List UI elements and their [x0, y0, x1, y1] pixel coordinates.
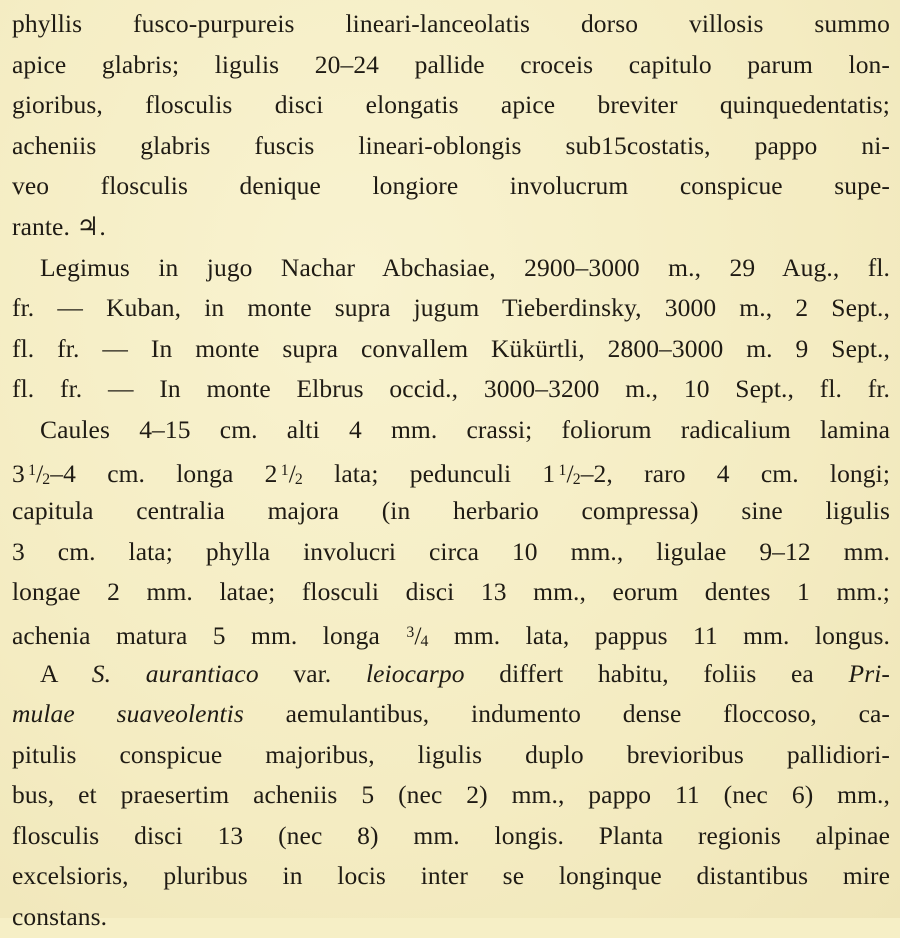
text-line: gioribus, flosculis disci elongatis apice breviter quinquedentatis; [12, 90, 890, 120]
text-line: fl. fr. — In monte Elbrus occid., 3000–3200 m., 10 Sept., fl. fr. [12, 374, 890, 404]
text-line: capitula centralia majora (in herbario compressa) sine ligulis [12, 496, 890, 526]
text-segment: achenia matura 5 mm. longa [12, 621, 406, 651]
text-line: acheniis glabris fuscis lineari-oblongis sub15costatis, pappo ni- [12, 130, 890, 160]
text-segment: aemulantibus, indumento dense floccoso, ca- [243, 699, 890, 729]
text-line: bus, et praesertim acheniis 5 (nec 2) mm., pappo 11 (nec 6) mm., [12, 780, 890, 810]
fraction-slash: / [36, 458, 44, 488]
text-line-with-italics [12, 694, 890, 735]
fraction-numerator: 1 [558, 461, 567, 479]
text-segment: lata; pedunculi 1 [302, 458, 556, 488]
fraction-numerator: 3 [406, 623, 415, 641]
localities-paragraph [12, 248, 890, 410]
text-line: constans. [12, 902, 108, 932]
measurements-paragraph [12, 410, 890, 654]
text-line: pitulis conspicue majoribus, ligulis duplo brevioribus pallidiori- [12, 739, 890, 769]
italic-genus-name: Pri- [848, 658, 890, 688]
text-line: veo flosculis denique longiore involucrum conspicue supe- [12, 171, 890, 201]
fraction-denominator: 2 [572, 471, 581, 488]
text-line: excelsioris, pluribus in locis inter se longinque distantibus mire [12, 861, 890, 891]
fraction-numerator: 1 [280, 461, 289, 479]
fraction-slash: / [288, 458, 296, 488]
italic-taxon-name: S. aurantiaco [91, 658, 259, 688]
text-line-with-fractions [12, 451, 890, 492]
text-line: fr. — Kuban, in monte supra jugum Tieberdinsky, 3000 m., 2 Sept., [12, 293, 890, 323]
description-paragraph [12, 4, 890, 248]
fraction-denominator: 2 [294, 471, 303, 488]
text-line-with-fraction [12, 613, 890, 654]
text-line: Caules 4–15 cm. alti 4 mm. crassi; foliorum radicalium lamina [40, 414, 890, 444]
italic-variety-name: leiocarpo [365, 658, 465, 688]
text-line: phyllis fusco-purpureis lineari-lanceolatis dorso villosis summo [12, 9, 890, 38]
text-line: flosculis disci 13 (nec 8) mm. longis. Planta regionis alpinae [12, 820, 890, 850]
fraction-slash: / [566, 458, 574, 488]
comparison-paragraph [12, 654, 890, 938]
italic-species-name: mulae suaveolentis [12, 699, 244, 729]
fraction-denominator: 2 [42, 471, 51, 488]
fraction-numerator: 1 [28, 461, 37, 479]
text-segment: mm. lata, pappus 11 mm. longus. [428, 621, 890, 651]
fraction-denominator: 4 [420, 633, 429, 651]
text-segment: –4 cm. longa 2 [50, 458, 278, 488]
text-segment: –2, raro 4 cm. longi; [580, 458, 890, 488]
text-line: Legimus in jugo Nachar Abchasiae, 2900–3000 m., 29 Aug., fl. [40, 252, 890, 282]
text-segment: differt habitu, foliis ea [464, 658, 849, 688]
text-segment: 3 [12, 458, 25, 488]
text-line-with-italics [12, 654, 890, 695]
text-segment: A [40, 658, 92, 688]
text-line: apice glabris; ligulis 20–24 pallide croceis capitulo parum lon- [12, 49, 890, 79]
fraction-slash: / [414, 621, 422, 651]
text-line: 3 cm. lata; phylla involucri circa 10 mm., ligulae 9–12 mm. [12, 536, 890, 566]
text-segment: var. [258, 658, 366, 688]
text-line: longae 2 mm. latae; flosculi disci 13 mm., eorum dentes 1 mm.; [12, 577, 890, 607]
text-line: rante. ♃. [12, 211, 106, 241]
text-line: fl. fr. — In monte supra convallem Kükürtli, 2800–3000 m. 9 Sept., [12, 333, 890, 363]
